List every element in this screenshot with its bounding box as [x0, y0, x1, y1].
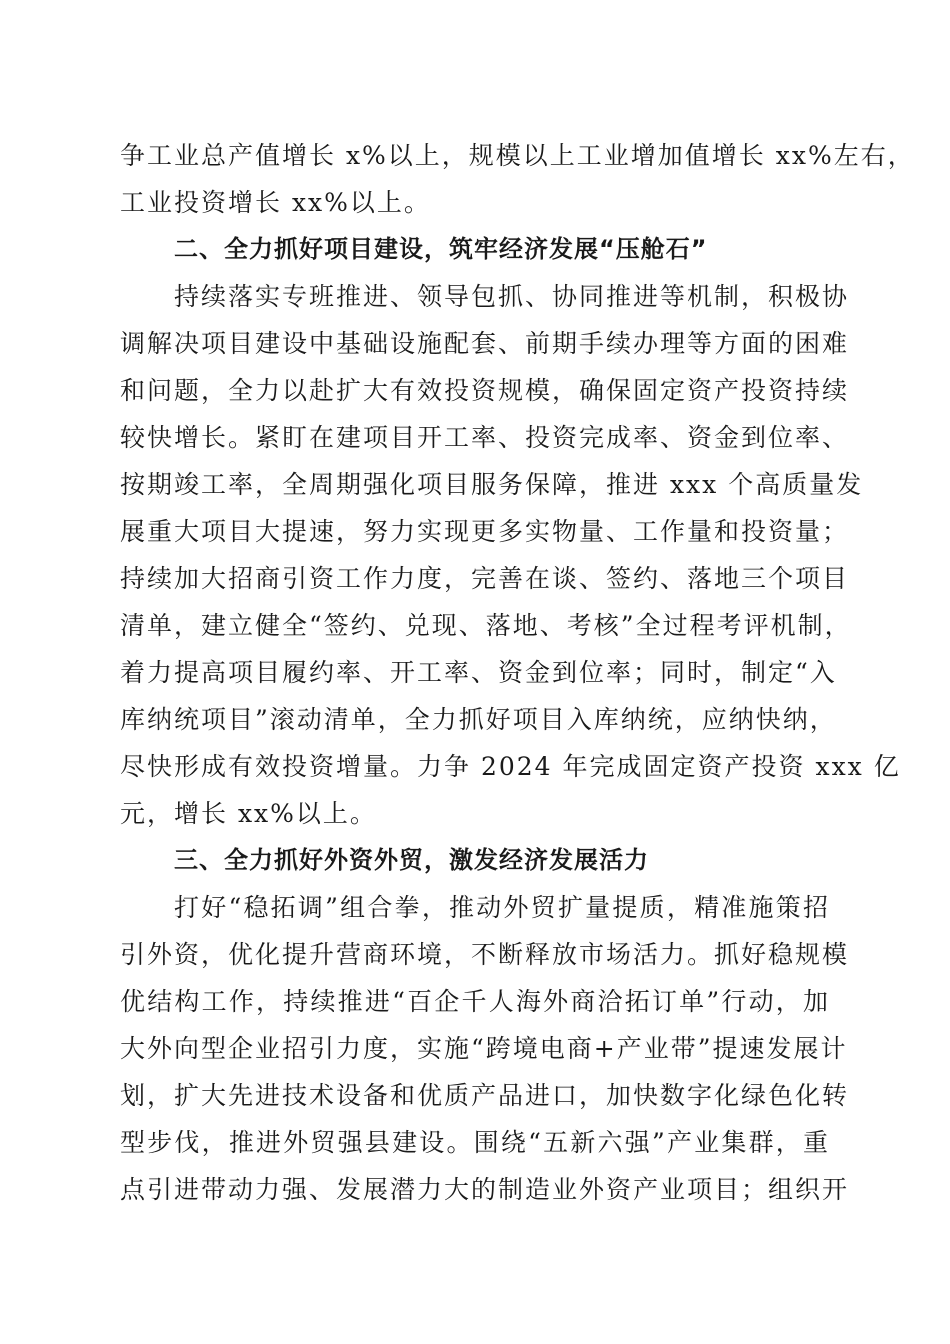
section-3-line-7: 点引进带动力强、发展潜力大的制造业外资产业项目；组织开 [120, 1175, 850, 1204]
intro-line-2: 工业投资增长 xx%以上。 [120, 188, 431, 217]
section-2-line-8: 清单，建立健全“签约、兑现、落地、考核”全过程考评机制， [120, 611, 852, 640]
section-2-line-6: 展重大项目大提速，努力实现更多实物量、工作量和投资量； [120, 517, 850, 546]
section-2-heading: 二、全力抓好项目建设，筑牢经济发展“压舱石” [174, 235, 708, 263]
section-2-line-7: 持续加大招商引资工作力度，完善在谈、签约、落地三个项目 [120, 564, 850, 593]
section-2-line-10: 库纳统项目”滚动清单，全力抓好项目入库纳统，应纳快纳， [120, 705, 837, 734]
section-2-line-3: 和问题，全力以赴扩大有效投资规模，确保固定资产投资持续 [120, 376, 850, 405]
section-3-line-4: 大外向型企业招引力度，实施“跨境电商+产业带”提速发展计 [120, 1034, 848, 1063]
section-3-heading: 三、全力抓好外资外贸，激发经济发展活力 [174, 846, 649, 874]
section-2-line-12: 元，增长 xx%以上。 [120, 799, 377, 828]
section-3-line-5: 划，扩大先进技术设备和优质产品进口，加快数字化绿色化转 [120, 1081, 850, 1110]
section-2-line-4: 较快增长。紧盯在建项目开工率、投资完成率、资金到位率、 [120, 423, 850, 452]
section-3-line-3: 优结构工作，持续推进“百企千人海外商洽拓订单”行动，加 [120, 987, 830, 1016]
section-3-line-6: 型步伐，推进外贸强县建设。围绕“五新六强”产业集群，重 [120, 1128, 830, 1157]
section-2-line-5: 按期竣工率，全周期强化项目服务保障，推进 xxx 个高质量发 [120, 470, 864, 499]
section-2-line-2: 调解决项目建设中基础设施配套、前期手续办理等方面的困难 [120, 329, 850, 358]
section-2-line-1: 持续落实专班推进、领导包抓、协同推进等机制，积极协 [174, 282, 850, 311]
intro-line-1: 争工业总产值增长 x%以上，规模以上工业增加值增长 xx%左右， [120, 141, 915, 170]
section-3-line-1: 打好“稳拓调”组合拳，推动外贸扩量提质，精准施策招 [174, 893, 830, 922]
section-3-line-2: 引外资，优化提升营商环境，不断释放市场活力。抓好稳规模 [120, 940, 850, 969]
section-2-line-11: 尽快形成有效投资增量。力争 2024 年完成固定资产投资 xxx 亿 [120, 752, 901, 781]
section-2-line-9: 着力提高项目履约率、开工率、资金到位率；同时，制定“入 [120, 658, 837, 687]
document-page [120, 132, 915, 1213]
